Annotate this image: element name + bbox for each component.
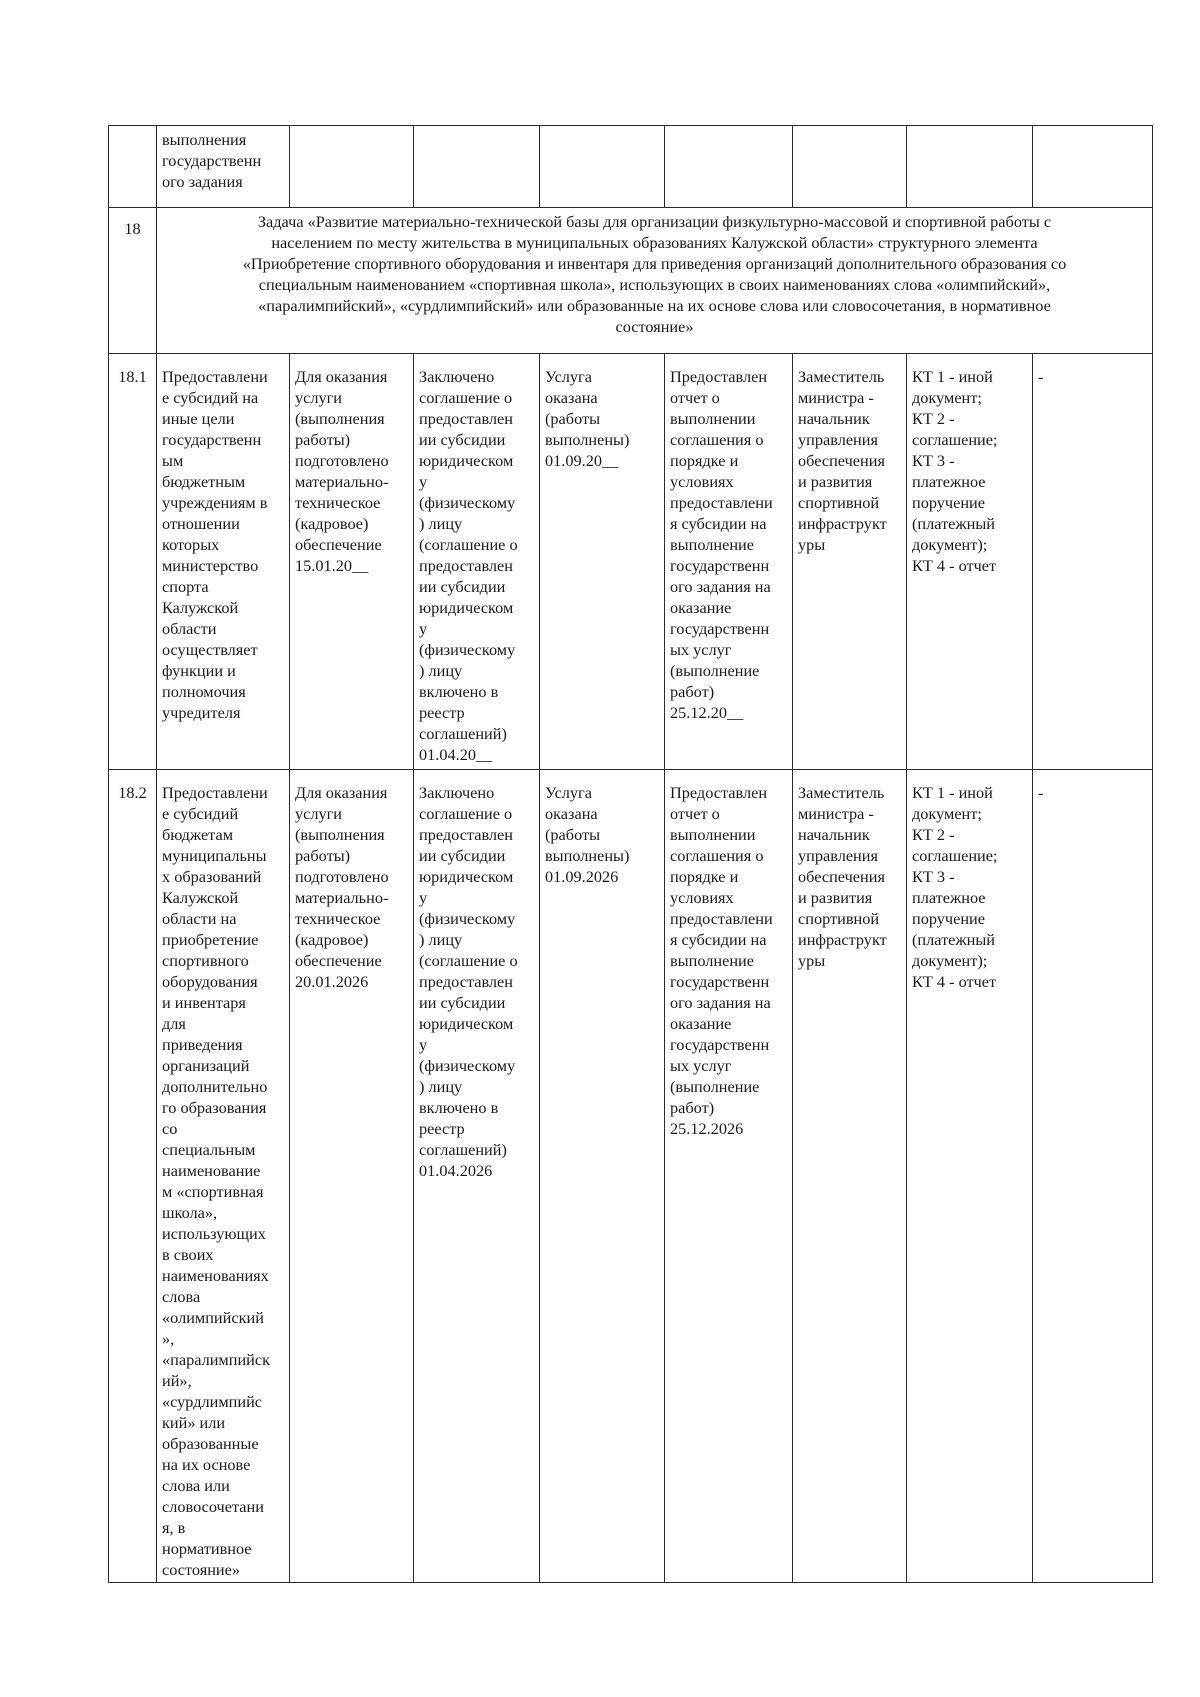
text-line: отношении (162, 514, 240, 533)
text-line: Заместитель (798, 783, 885, 802)
text-line: Заключено (419, 783, 495, 802)
text-line: ии субсидии (419, 993, 506, 1012)
text-line: 01.09.2026 (545, 867, 619, 886)
text-line: (кадровое) (295, 930, 369, 949)
text-line: выполнении (670, 825, 756, 844)
text-line: министерство (162, 556, 259, 575)
text-line: соглашения о (670, 846, 764, 865)
text-line: Заключено (419, 367, 495, 386)
text-line: ии субсидии (419, 846, 506, 865)
text-line: «олимпийский (162, 1308, 264, 1327)
text-line: Заместитель (798, 367, 885, 386)
empty-cell (540, 126, 665, 208)
text-line: ого задания на (670, 993, 771, 1012)
text-line: уры (798, 535, 826, 554)
text-line: выполнение (670, 535, 754, 554)
kt3-cell (540, 770, 665, 1583)
text-line: начальник (798, 409, 870, 428)
empty-cell (665, 126, 793, 208)
text-line: слова или (162, 1476, 230, 1495)
text-line: предоставлен (419, 409, 513, 428)
text-line: соглашение о (419, 804, 513, 823)
text-line: (выполнение (670, 1077, 760, 1096)
text-line: документ; (912, 804, 982, 823)
text-line: х образований (162, 867, 262, 886)
kt1-cell (290, 354, 414, 770)
text-line: (платежный (912, 514, 996, 533)
text-line: и развития (798, 888, 873, 907)
text-line: использующих (162, 1224, 266, 1243)
text-line: 25.12.2026 (670, 1119, 744, 1138)
text-line: (кадровое) (295, 514, 369, 533)
text-line: организаций (162, 1056, 250, 1075)
text-line: ий», (162, 1371, 192, 1390)
text-line: государственн (670, 1035, 770, 1054)
text-line: предоставлени (670, 909, 773, 928)
empty-cell (290, 126, 414, 208)
text-line: Услуга (545, 783, 592, 802)
text-line: ) лицу (419, 1077, 463, 1096)
text-line: (выполнения (295, 825, 385, 844)
text-line: выполнены) (545, 846, 630, 865)
text-line: ии субсидии (419, 577, 506, 596)
text-line: материально- (295, 888, 389, 907)
text-line: инфраструкт (798, 930, 887, 949)
text-line: услуги (295, 388, 343, 407)
text-line: (выполнения (295, 409, 385, 428)
task-row (109, 208, 1153, 354)
text-line: оказание (670, 598, 732, 617)
text-line: государственн (670, 619, 770, 638)
continuation-row (109, 126, 1153, 208)
table-row (109, 770, 1153, 1583)
text-line: е субсидий (162, 804, 239, 823)
text-line: КТ 4 - отчет (912, 972, 997, 991)
text-line: состояние» (162, 1560, 241, 1579)
text-line: наименованиях (162, 1266, 269, 1285)
text-line: «сурдлимпийс (162, 1392, 263, 1411)
text-line: я субсидии на (670, 514, 767, 533)
text-line: соглашение; (912, 430, 998, 449)
text-line: бюджетным (162, 472, 246, 491)
text-line: 01.09.20__ (545, 451, 619, 470)
text-line: документ); (912, 535, 988, 554)
text-line: функции и (162, 661, 236, 680)
text-line: приведения (162, 1035, 243, 1054)
empty-cell (907, 126, 1033, 208)
text-line: материально- (295, 472, 389, 491)
text-line: спортивной (798, 493, 880, 512)
text-line: Для оказания (295, 783, 388, 802)
text-line: школа», (162, 1203, 218, 1222)
text-line: порядке и (670, 451, 739, 470)
text-line: е субсидий на (162, 388, 259, 407)
text-line: специальным (162, 1140, 256, 1159)
text-line: КТ 2 - (912, 409, 955, 428)
text-line: го образования (162, 1098, 267, 1117)
text-line: подготовлено (295, 867, 389, 886)
text-line: (выполнение (670, 661, 760, 680)
text-line: отчет о (670, 804, 720, 823)
text-line: обеспечение (295, 951, 382, 970)
row-number: 18.1 (109, 354, 157, 770)
text-line: работы) (295, 846, 351, 865)
text-line: выполнения (162, 130, 247, 149)
text-line: у (419, 1035, 428, 1054)
text-line: подготовлено (295, 451, 389, 470)
text-line: обеспечения (798, 451, 885, 470)
text-line: 20.01.2026 (295, 972, 369, 991)
text-line: ого задания (162, 172, 243, 191)
text-line: юридическом (419, 867, 514, 886)
text-line: (физическому (419, 909, 516, 928)
kt4-cell (665, 770, 793, 1583)
text-line: ым (162, 451, 184, 470)
text-line: предоставлен (419, 556, 513, 575)
text-line: осуществляет (162, 640, 258, 659)
text-line: соглашение; (912, 846, 998, 865)
documents-cell (907, 770, 1033, 1583)
text-line: », (162, 1329, 175, 1348)
kt1-cell (290, 770, 414, 1583)
last-cell: - (1033, 354, 1153, 770)
text-line: (физическому (419, 493, 516, 512)
text-line: документ); (912, 951, 988, 970)
text-line: наименование (162, 1161, 261, 1180)
text-line: оборудования (162, 972, 258, 991)
text-line: населением по месту жительства в муниципальных образованиях Калужской области» структурного элемента (271, 233, 1038, 252)
text-line: спортивной (798, 909, 880, 928)
text-line: я субсидии на (670, 930, 767, 949)
text-line: услуги (295, 804, 343, 823)
text-line: документ; (912, 388, 982, 407)
text-line: КТ 1 - иной (912, 367, 993, 386)
text-line: начальник (798, 825, 870, 844)
text-line: оказана (545, 804, 598, 823)
text-line: соглашений) (419, 724, 507, 743)
text-line: для (162, 1014, 186, 1033)
text-line: нормативное (162, 1539, 252, 1558)
text-line: и инвентаря (162, 993, 246, 1012)
text-line: специальным наименованием «спортивная школа», использующих в своих наименованиях слова «олимпийский», (258, 275, 1051, 294)
text-line: области на (162, 909, 237, 928)
text-line: м «спортивная (162, 1182, 264, 1201)
empty-cell (1033, 126, 1153, 208)
task-text-cell (157, 208, 1153, 354)
text-line: полномочия (162, 682, 246, 701)
description-cell (157, 354, 290, 770)
text-line: у (419, 472, 428, 491)
text-line: выполнение (670, 951, 754, 970)
text-line: юридическом (419, 598, 514, 617)
text-line: муниципальны (162, 846, 267, 865)
text-line: инфраструкт (798, 514, 887, 533)
text-line: приобретение (162, 930, 259, 949)
row-number-cell (109, 126, 157, 208)
text-line: работ) (670, 1098, 715, 1117)
text-line: «паралимпийск (162, 1350, 271, 1369)
text-line: министра - (798, 804, 874, 823)
text-line: Для оказания (295, 367, 388, 386)
text-line: Услуга (545, 367, 592, 386)
text-line: выполнены) (545, 430, 630, 449)
text-line: реестр (419, 1119, 465, 1138)
text-line: на их основе (162, 1455, 251, 1474)
text-line: у (419, 619, 428, 638)
text-line: платежное (912, 472, 986, 491)
text-line: 01.04.20__ (419, 745, 493, 764)
text-line: оказана (545, 388, 598, 407)
text-line: (платежный (912, 930, 996, 949)
text-line: поручение (912, 493, 985, 512)
text-line: Калужской (162, 888, 239, 907)
text-line: учреждениям в (162, 493, 268, 512)
text-line: включено в (419, 1098, 499, 1117)
responsible-cell (793, 770, 907, 1583)
text-line: КТ 2 - (912, 825, 955, 844)
empty-cell (414, 126, 540, 208)
text-line: учредителя (162, 703, 241, 722)
text-line: образованные (162, 1434, 259, 1453)
text-line: и развития (798, 472, 873, 491)
text-line: со (162, 1119, 178, 1138)
text-line: ) лицу (419, 661, 463, 680)
text-line: уры (798, 951, 826, 970)
text-line: предоставлен (419, 825, 513, 844)
text-line: государственн (670, 972, 770, 991)
text-line: КТ 3 - (912, 867, 955, 886)
text-line: (соглашение о (419, 951, 518, 970)
text-line: Предоставлени (162, 783, 268, 802)
text-line: условиях (670, 888, 734, 907)
text-line: юридическом (419, 451, 514, 470)
kt4-cell (665, 354, 793, 770)
text-line: словосочетани (162, 1497, 264, 1516)
text-line: 25.12.20__ (670, 703, 744, 722)
text-line: техническое (295, 493, 381, 512)
responsible-cell (793, 354, 907, 770)
text-line: государственн (162, 151, 262, 170)
text-line: юридическом (419, 1014, 514, 1033)
text-line: в своих (162, 1245, 214, 1264)
text-line: выполнении (670, 409, 756, 428)
text-line: оказание (670, 1014, 732, 1033)
text-line: соглашение о (419, 388, 513, 407)
text-line: я, в (162, 1518, 186, 1537)
text-line: ого задания на (670, 577, 771, 596)
description-cell (157, 770, 290, 1583)
text-line: ) лицу (419, 930, 463, 949)
text-line: работ) (670, 682, 715, 701)
text-line: предоставлен (419, 972, 513, 991)
text-line: бюджетам (162, 825, 234, 844)
text-line: дополнительно (162, 1077, 268, 1096)
text-line: спорта (162, 577, 209, 596)
text-line: (соглашение о (419, 535, 518, 554)
table-row (109, 354, 1153, 770)
kt2-cell (414, 354, 540, 770)
text-line: отчет о (670, 388, 720, 407)
text-line: состояние» (615, 317, 694, 336)
row-number: 18.2 (109, 770, 157, 1583)
text-line: кий» или (162, 1413, 226, 1432)
text-line: поручение (912, 909, 985, 928)
text-line: государственн (162, 430, 262, 449)
text-line: слова (162, 1287, 201, 1306)
text-line: реестр (419, 703, 465, 722)
text-line: Предоставлен (670, 783, 768, 802)
last-cell: - (1033, 770, 1153, 1583)
text-line: условиях (670, 472, 734, 491)
kt3-cell (540, 354, 665, 770)
text-line: (работы (545, 409, 601, 428)
text-line: 15.01.20__ (295, 556, 369, 575)
text-line: спортивного (162, 951, 249, 970)
text-line: Задача «Развитие материально-технической базы для организации физкультурно-массовой и спортивной работы с (257, 212, 1052, 231)
text-line: ии субсидии (419, 430, 506, 449)
text-line: которых (162, 535, 220, 554)
text-line: Калужской (162, 598, 239, 617)
text-line: (работы (545, 825, 601, 844)
text-line: ых услуг (670, 1056, 732, 1075)
text-line: соглашений) (419, 1140, 507, 1159)
text-line: порядке и (670, 867, 739, 886)
text-line: Предоставлен (670, 367, 768, 386)
text-line: КТ 4 - отчет (912, 556, 997, 575)
text-line: «паралимпийский», «сурдлимпийский» или образованные на их основе слова или словосочетания, в нормативное (258, 296, 1051, 315)
text-line: техническое (295, 909, 381, 928)
text-line: обеспечения (798, 867, 885, 886)
text-line: управления (798, 846, 878, 865)
text-line: соглашения о (670, 430, 764, 449)
empty-cell (793, 126, 907, 208)
kt2-cell (414, 770, 540, 1583)
text-line: министра - (798, 388, 874, 407)
text-line: области (162, 619, 217, 638)
text-line: платежное (912, 888, 986, 907)
text-line: (физическому (419, 1056, 516, 1075)
text-line: управления (798, 430, 878, 449)
text-line: работы) (295, 430, 351, 449)
text-line: государственн (670, 556, 770, 575)
text-line: КТ 3 - (912, 451, 955, 470)
documents-cell (907, 354, 1033, 770)
text-line: Предоставлени (162, 367, 268, 386)
text-line: обеспечение (295, 535, 382, 554)
text-line: иные цели (162, 409, 235, 428)
text-line: КТ 1 - иной (912, 783, 993, 802)
control-points-table (108, 125, 1153, 1583)
text-line: у (419, 888, 428, 907)
description-cell (157, 126, 290, 208)
text-line: включено в (419, 682, 499, 701)
task-number: 18 (109, 208, 157, 354)
text-line: предоставлени (670, 493, 773, 512)
text-line: ых услуг (670, 640, 732, 659)
text-line: «Приобретение спортивного оборудования и инвентаря для приведения организаций дополнительного образования со (242, 254, 1067, 273)
text-line: 01.04.2026 (419, 1161, 493, 1180)
text-line: (физическому (419, 640, 516, 659)
text-line: ) лицу (419, 514, 463, 533)
